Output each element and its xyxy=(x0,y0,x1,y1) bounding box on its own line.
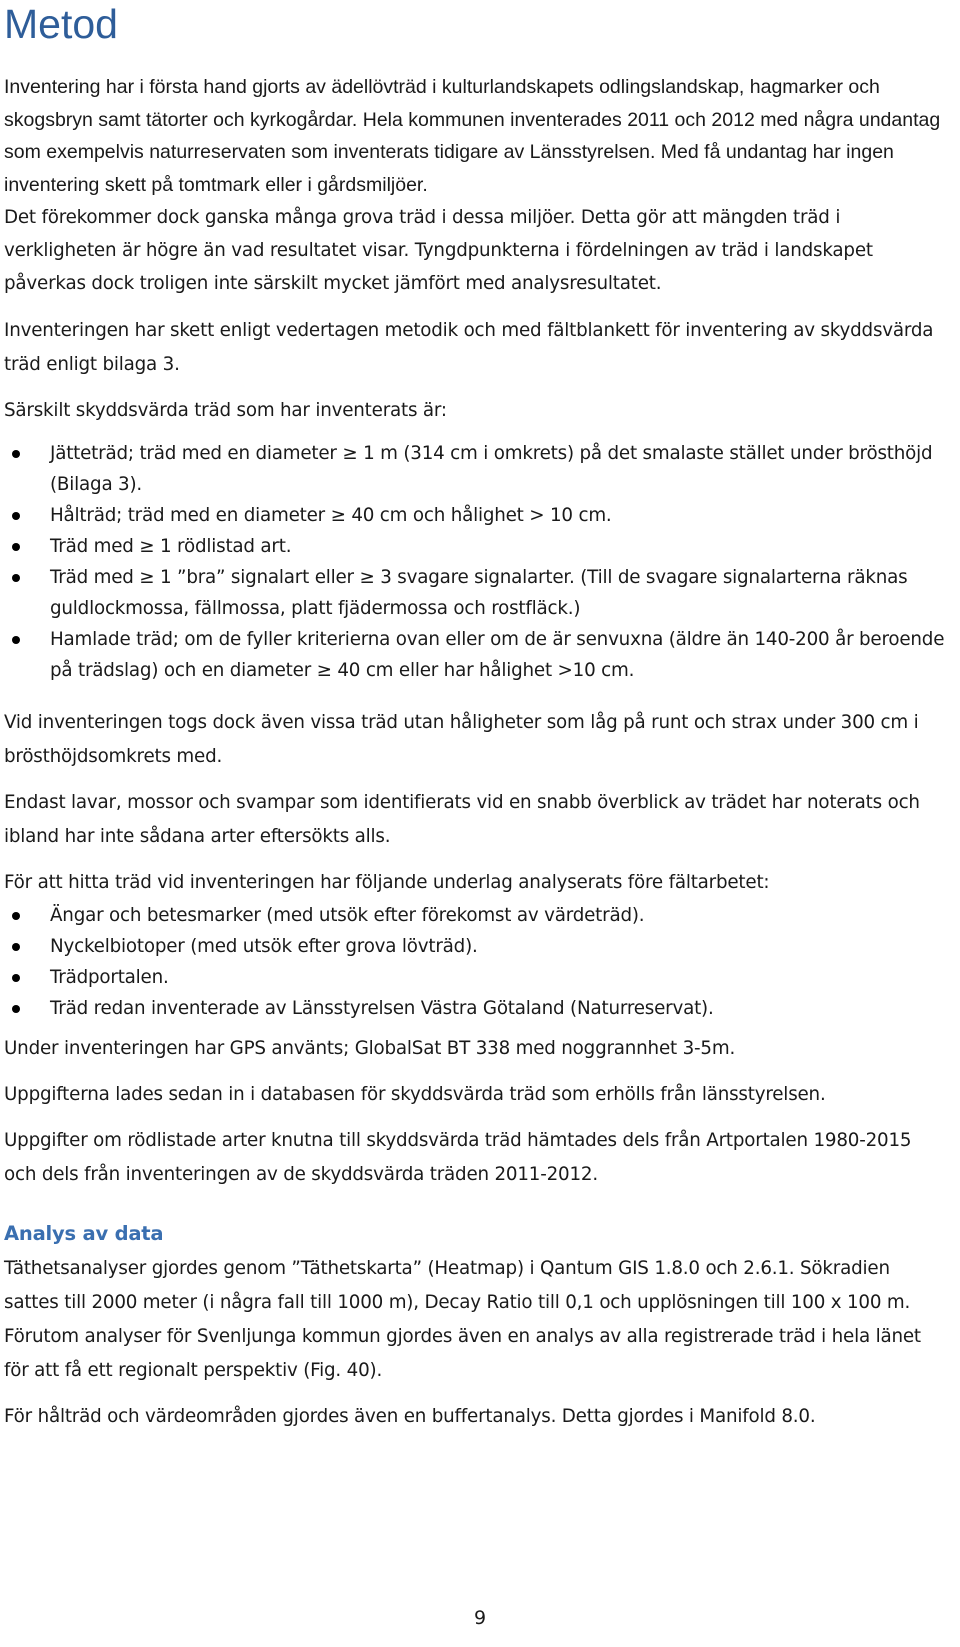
list-item: Jätteträd; träd med en diameter ≥ 1 m (314 cm i omkrets) på det smalaste stället under brösthöjd (Bilaga 3). xyxy=(4,438,949,500)
list-item: Hålträd; träd med en diameter ≥ 40 cm och hålighet > 10 cm. xyxy=(4,500,949,531)
list-item: Träd med ≥ 1 ”bra” signalart eller ≥ 3 svagare signalarter. (Till de svagare signalarterna räknas guldlockmossa, fällmossa, platt fjädermossa och rostfläck.) xyxy=(4,562,949,624)
sources-list xyxy=(4,900,949,1024)
list-item: Trädportalen. xyxy=(4,962,949,993)
paragraph-sources-intro: För att hitta träd vid inventeringen har följande underlag analyserats före fältarbetet: xyxy=(4,872,770,893)
paragraph-gps: Under inventeringen har GPS använts; GlobalSat BT 338 med noggrannhet 3-5m. xyxy=(4,1038,736,1059)
bullet-icon xyxy=(12,912,20,920)
list-item: Hamlade träd; om de fyller kriterierna ovan eller om de är senvuxna (äldre än 140-200 år beroende på trädslag) och en diameter ≥ 40 cm eller har hålighet >10 cm. xyxy=(4,624,949,686)
paragraph-method: Inventeringen har skett enligt vedertagen metodik och med fältblankett för inventering av skyddsvärda träd enligt bilaga 3. xyxy=(4,320,934,375)
subsection-heading: Analys av data xyxy=(4,1222,164,1245)
list-item: Träd med ≥ 1 rödlistad art. xyxy=(4,531,949,562)
paragraph-density-analysis: Täthetsanalyser gjordes genom ”Täthetskarta” (Heatmap) i Qantum GIS 1.8.0 och 2.6.1. Sökradien sattes till 2000 meter (i några fall till 1000 m), Decay Ratio till 0,1 och upplösningen till 100 x 100 m. Förutom analyser för Svenljunga kommun gjordes även en analys av alla registrerade träd i hela länet för att få ett regionalt perspektiv (Fig. 40). xyxy=(4,1258,921,1381)
body-text xyxy=(4,71,949,1434)
bullet-icon xyxy=(12,974,20,982)
bullet-icon xyxy=(12,512,20,520)
bullet-icon xyxy=(12,636,20,644)
bullet-icon xyxy=(12,574,20,582)
paragraph-lichens: Endast lavar, mossor och svampar som identifierats vid en snabb överblick av trädet har noterats och ibland har inte sådana arter eftersökts alls. xyxy=(4,792,920,847)
list-item: Ängar och betesmarker (med utsök efter förekomst av värdeträd). xyxy=(4,900,949,931)
paragraph-scope-continued: Det förekommer dock ganska många grova träd i dessa miljöer. Detta gör att mängden träd i verkligheten är högre än vad resultatet visar. Tyngdpunkterna i fördelningen av träd i landskapet påverkas dock troligen inte särskilt mycket jämfört med analysresultatet. xyxy=(4,207,873,294)
section-heading: Metod xyxy=(4,1,118,47)
criteria-list xyxy=(4,438,949,686)
paragraph-redlisted: Uppgifter om rödlistade arter knutna till skyddsvärda träd hämtades dels från Artportalen 1980-2015 och dels från inventeringen av de skyddsvärda träden 2011-2012. xyxy=(4,1130,912,1185)
bullet-icon xyxy=(12,543,20,551)
paragraph-buffer-analysis: För hålträd och värdeområden gjordes även en buffertanalys. Detta gjordes i Manifold 8.0. xyxy=(4,1406,816,1427)
paragraph-criteria-intro: Särskilt skyddsvärda träd som har inventerats är: xyxy=(4,400,447,421)
paragraph-scope: Inventering har i första hand gjorts av ädellövträd i kulturlandskapets odlingslandskap, hagmarker och skogsbryn samt tätorter och kyrkogårdar. Hela kommunen inventerades 2011 och 2012 med några undantag som exempelvis naturreservaten som inventerats tidigare av Länsstyrelsen. Med få undantag har ingen inventering skett på tomtmark eller i gårdsmiljöer. xyxy=(4,76,941,196)
paragraph-database: Uppgifterna lades sedan in i databasen för skyddsvärda träd som erhölls från länsstyrelsen. xyxy=(4,1084,826,1105)
paragraph-additional-trees: Vid inventeringen togs dock även vissa träd utan håligheter som låg på runt och strax under 300 cm i brösthöjdsomkrets med. xyxy=(4,712,919,767)
bullet-icon xyxy=(12,450,20,458)
list-item: Nyckelbiotoper (med utsök efter grova lövträd). xyxy=(4,931,949,962)
list-item: Träd redan inventerade av Länsstyrelsen Västra Götaland (Naturreservat). xyxy=(4,993,949,1024)
page-number: 9 xyxy=(473,1607,487,1629)
bullet-icon xyxy=(12,1005,20,1013)
bullet-icon xyxy=(12,943,20,951)
